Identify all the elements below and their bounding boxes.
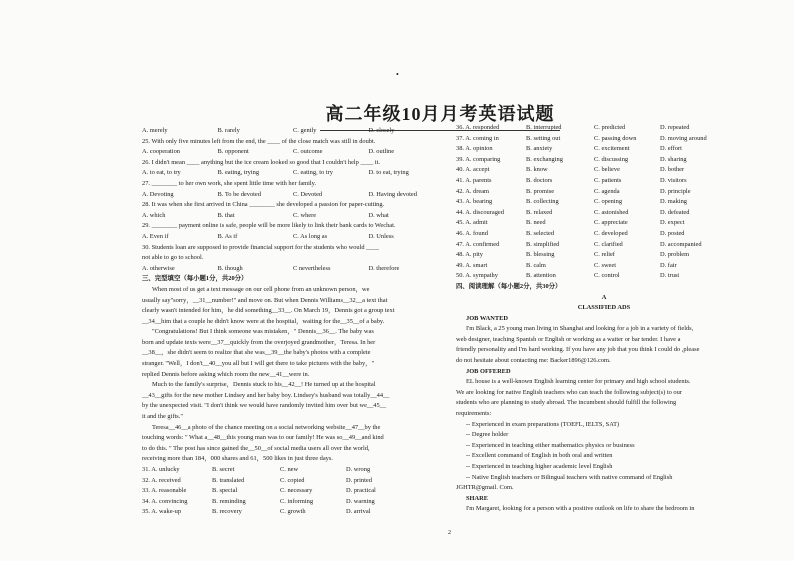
job-wanted-heading: JOB WANTED	[466, 314, 508, 322]
option: D. posted	[660, 229, 685, 237]
q30-options	[142, 264, 444, 275]
option: D. defeated	[660, 208, 690, 216]
option: 42. A. dream	[456, 187, 490, 195]
option: D. trust	[660, 272, 680, 280]
option: D. effort	[660, 145, 682, 153]
option: B. attention	[526, 272, 556, 280]
option: 49. A. smart	[456, 261, 488, 269]
option-row	[456, 144, 752, 155]
option: B. doctors	[526, 176, 553, 184]
option: B. secret	[212, 466, 235, 473]
option: C. growth	[280, 508, 306, 516]
option: D. repeated	[660, 124, 690, 131]
option: 34. A. convincing	[142, 497, 188, 505]
option: B. interrupted	[526, 124, 562, 131]
passage-line: "Congratulations! But I think someone was mistaken，" Dennis__36__. The baby was	[152, 328, 374, 336]
option-row	[142, 497, 444, 508]
option: D. practical	[346, 487, 376, 495]
option: 41. A. parents	[456, 176, 492, 184]
question-25: 25. With only five minutes left from the end, the ____ of the close match was still in doubt.	[142, 137, 376, 145]
option: C. appreciate	[594, 219, 628, 227]
option: B. calm	[526, 261, 546, 269]
option: D. sharing	[660, 155, 687, 163]
ad-line: do not hesitate about contacting me: Backer1896@126.com.	[456, 357, 611, 365]
q24-options	[142, 126, 444, 137]
cloze-options-left	[142, 465, 444, 518]
option: 38. A. opinion	[456, 145, 493, 153]
passage-line: touching words: " What a__48__this young man was to our family! He was so__49__and kind	[142, 434, 384, 442]
option: 39. A. comparing	[456, 155, 501, 163]
dot-mark: •	[396, 70, 399, 79]
option-row	[456, 187, 752, 198]
passage-line: usually say"sorry，__31__number!" and move on. But when Dennis Williams__32__a text that	[142, 296, 388, 304]
option-row	[456, 240, 752, 251]
option-row	[456, 134, 752, 145]
option: B. anxiety	[526, 145, 553, 153]
option: C nevertheless	[293, 264, 331, 272]
option: B. simplified	[526, 240, 560, 248]
passage-label: A	[601, 293, 607, 301]
question-27: 27. ________ to her own work, she spent little time with her family.	[142, 179, 317, 187]
option: C. opening	[594, 198, 623, 206]
option: D. problem	[660, 251, 690, 259]
option: D. to eat, trying	[368, 169, 409, 177]
option: B. know	[526, 166, 548, 174]
option: D. outline	[368, 148, 395, 156]
page-number: 2	[448, 530, 451, 536]
option: C. where	[293, 211, 317, 219]
option: D. arrival	[346, 508, 371, 516]
left-column	[142, 126, 444, 518]
ad-line: EL house is a well-known English learning center for primary and high school students.	[466, 378, 691, 386]
option-row	[456, 208, 752, 219]
option: C. copied	[280, 476, 305, 484]
passage-line: it and the gifts."	[142, 413, 183, 421]
option: D. moving around	[660, 134, 707, 142]
option-row	[456, 197, 752, 208]
option: 45. A. admit	[456, 219, 488, 227]
option: A. Devoting	[142, 190, 174, 198]
option: C. clarified	[594, 240, 623, 248]
question-30: 30. Students loan are supposed to provide financial support for the students who would ____	[142, 243, 379, 251]
option: B. relaxed	[526, 208, 553, 216]
passage-line: replied Dennis before asking which room the new__41__were in.	[142, 370, 310, 378]
option-row	[456, 271, 752, 282]
option: C. discussing	[594, 155, 629, 163]
requirement: -- Experienced in teaching higher academic level English	[466, 463, 613, 470]
option: B. eating, trying	[217, 169, 260, 177]
option: B. recovery	[212, 508, 242, 516]
option: C. sweet	[594, 261, 617, 269]
ad-line: I'm Margaret, looking for a person with a positive outlook on life to share the bedroom in	[466, 505, 695, 513]
option: D. therefore	[368, 264, 400, 272]
option: 46. A. found	[456, 229, 488, 237]
ad-line: friendly personality and I'm hard working. If you have any job that you think I could do ,please	[456, 346, 700, 354]
q29-options	[142, 232, 444, 243]
requirement: -- Native English teachers or Bilingual teachers with native command of English	[466, 473, 673, 481]
option: B. setting out	[526, 134, 561, 142]
option: D. making	[660, 198, 687, 206]
question-30-cont: not able to go to school.	[142, 254, 204, 262]
option: B. selected	[526, 229, 555, 237]
option: B. opponent	[217, 148, 249, 156]
option-row	[456, 250, 752, 261]
option: C. informing	[280, 497, 314, 505]
option: D. principle	[660, 187, 691, 195]
option: 35. A. wake-up	[142, 508, 182, 516]
q27-options	[142, 190, 444, 201]
option-row	[456, 218, 752, 229]
section-4-heading: 四、阅读理解（每小题2分，共30分）	[456, 282, 562, 290]
option: B. special	[212, 487, 238, 495]
question-28: 28. It was when she first arrived in China ________ she developed a passion for paper-cutting.	[142, 201, 385, 209]
option: C. believe	[594, 166, 620, 174]
option: D. accompanied	[660, 240, 702, 248]
option: A. which	[142, 211, 166, 219]
option: B. collecting	[526, 198, 559, 206]
option: D. wrong	[346, 466, 371, 473]
option-row	[456, 123, 752, 134]
option: B. translated	[212, 476, 245, 484]
option: C. outcome	[293, 148, 323, 156]
option: 40. A. accept	[456, 166, 490, 174]
passage-line: to do this. " The post has since gained the__50__of social media users all over the world,	[142, 444, 370, 452]
option: A. Even if	[142, 232, 169, 240]
option: C. agenda	[594, 187, 620, 195]
job-offered-heading: JOB OFFERED	[466, 367, 511, 375]
q25-options	[142, 147, 444, 158]
option-row	[456, 229, 752, 240]
option: D. bother	[660, 166, 685, 174]
ad-line: I'm Black, a 25 young man living in Shanghai and looking for a job in a variety of fields,	[466, 325, 694, 333]
option: D. Unless	[368, 232, 394, 240]
option-row	[456, 155, 752, 166]
passage-line: Much to the family's surprise，Dennis stuck to his__42__! He turned up at the hospital	[152, 381, 376, 389]
cloze-options-right	[456, 123, 752, 282]
section-3-heading: 三、完型填空（每小题1分，共20分）	[142, 275, 248, 283]
requirement: -- Degree holder	[466, 431, 509, 439]
option: B. rarely	[217, 127, 240, 134]
option: C. Devoted	[293, 190, 323, 198]
ad-line: web designer, teaching Spanish or English or working as a waiter or bar tender. I have a	[456, 335, 681, 343]
question-26: 26. I didn't mean ____ anything but the ice cream looked so good that I couldn't help ____ it.	[142, 158, 380, 166]
option: D. fair	[660, 261, 677, 269]
ad-line: We are looking for native English teachers who can teach the following subject(s) to our	[456, 388, 682, 396]
option: 43. A. bearing	[456, 198, 493, 206]
option: 47. A. confirmed	[456, 240, 500, 248]
option: C. control	[594, 272, 620, 280]
passage-line: stranger. "Well，I don't__40__you all but I will get there to take pictures with the baby，"	[142, 360, 375, 368]
option: C. patients	[594, 176, 622, 184]
option: A. to eat, to try	[142, 169, 181, 177]
option: C. astonished	[594, 208, 629, 216]
passage-line: clearly wasn't intended for him，he did something__33__. On March 19，Dennis got a group text	[142, 307, 395, 315]
cloze-passage	[142, 285, 444, 465]
ad-line: students who are planning to study abroad. The incumbent should fulfill the following	[456, 399, 677, 407]
option-row	[456, 165, 752, 176]
option: 48. A. pity	[456, 251, 483, 259]
option-row	[142, 507, 444, 518]
option: C. excitement	[594, 145, 630, 153]
passage-line: __34__him that a couple he didn't know were at the hospital，waiting for the__35__of a baby.	[142, 317, 385, 325]
option: D. Having devoted	[368, 190, 417, 198]
option: 50. A. sympathy	[456, 272, 498, 280]
option: C. necessary	[280, 487, 313, 495]
requirement: -- Excellent command of English in both oral and written	[466, 452, 613, 460]
option: B. blessing	[526, 251, 555, 259]
option: A. otherwise	[142, 264, 175, 272]
option: B. exchanging	[526, 155, 563, 163]
option-row	[142, 465, 444, 476]
option: B. that	[217, 211, 235, 219]
option: C. developed	[594, 229, 628, 237]
option: D. printed	[346, 476, 372, 484]
option: B. though	[217, 264, 243, 272]
option-row	[456, 176, 752, 187]
option: C. passing down	[594, 134, 637, 142]
contact-email: JGHTR@gmail. Com.	[456, 484, 514, 492]
option: 44. A. discouraged	[456, 208, 504, 216]
option: B. promise	[526, 187, 555, 195]
option: D. closely	[368, 127, 395, 134]
option: B. need	[526, 219, 546, 227]
option: D. visitors	[660, 176, 687, 184]
option: C. eating, to try	[293, 169, 333, 177]
option: B. reminding	[212, 497, 246, 505]
passage-title: CLASSIFIED ADS	[577, 304, 631, 312]
option: 36. A. responded	[456, 124, 500, 131]
passage-line: When most of us get a text message on our cell phone from an unknown person，we	[152, 285, 370, 293]
option: 37. A. coming in	[456, 134, 499, 142]
option: D. what	[368, 211, 389, 219]
requirement: -- Experienced in teaching either mathematics physics or business	[466, 441, 635, 449]
option: A. cooperation	[142, 148, 180, 156]
right-column	[456, 123, 752, 515]
passage-line: __43__gifts for the new mother Lindsey and her baby boy. Lindsey's husband was totally__44__	[142, 391, 390, 399]
passage-line: born and update texts were__37__quickly from the overjoyed grandmother，Teresa. In her	[142, 338, 376, 346]
option: B. To be devoted	[217, 190, 261, 198]
share-heading: SHARE	[466, 494, 489, 502]
passage-line: __38__，she didn't seem to realize that she was__39__the baby's photos with a complete	[142, 349, 371, 357]
option: D. expect	[660, 219, 685, 227]
option: A. merely	[142, 127, 168, 134]
passage-line: by the unexpected visit. "I don't think we would have randomly invited him over but we__45__	[142, 402, 387, 410]
option-row	[142, 476, 444, 487]
option: 31. A. unlucky	[142, 466, 180, 473]
option: C. predicted	[594, 124, 626, 131]
requirement: -- Experienced in exam preparations (TOEFL, IELTS, SAT)	[466, 420, 620, 428]
option: C. As long as	[293, 232, 328, 240]
option: C. new	[280, 466, 299, 473]
option: B. As if	[217, 232, 238, 240]
q26-options	[142, 168, 444, 179]
q28-options	[142, 211, 444, 222]
passage-line: Teresa__46__a photo of the chance meeting on a social networking website__47__by the	[152, 423, 381, 431]
passage-line: receiving more than 184，000 shares and 61，500 likes in just three days.	[142, 455, 333, 463]
option: 33. A. reasonable	[142, 487, 187, 495]
page-title: 高二年级10月月考英语试题	[320, 100, 560, 131]
option: 32. A. received	[142, 476, 181, 484]
option: D. warning	[346, 497, 375, 505]
question-29: 29. ________ payment online is safe, people will be more likely to link their bank cards to Wechat.	[142, 222, 396, 230]
option: C. gently	[293, 127, 317, 134]
option: C. relief	[594, 251, 615, 259]
option-row	[456, 261, 752, 272]
option-row	[142, 486, 444, 497]
ad-line: requirements:	[456, 410, 492, 418]
